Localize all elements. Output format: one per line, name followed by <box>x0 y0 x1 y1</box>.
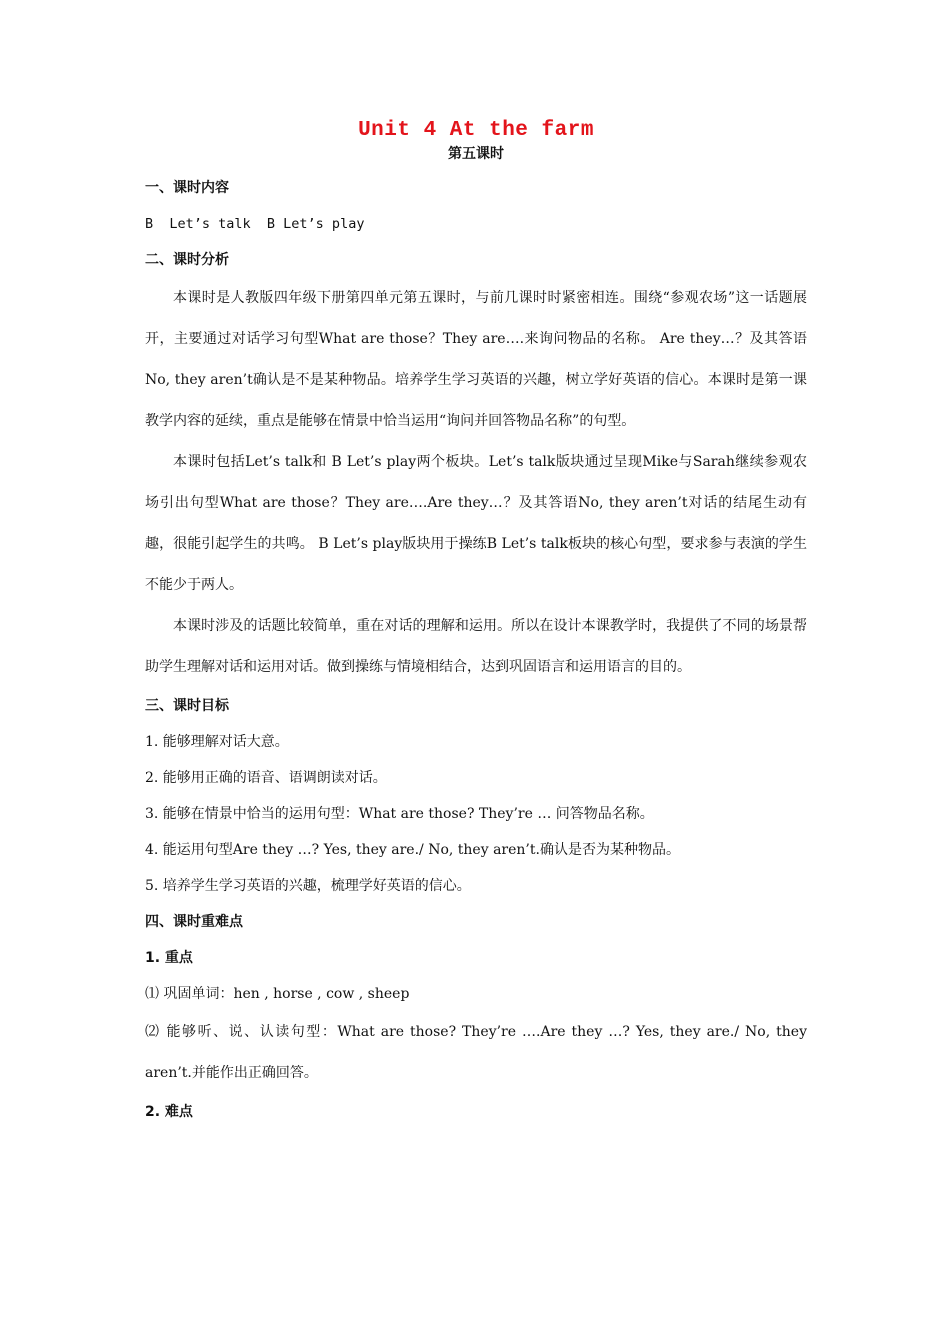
lesson-content-line: B Let’s talk B Let’s play <box>145 216 365 232</box>
analysis-paragraph-1: 本课时是人教版四年级下册第四单元第五课时，与前几课时时紧密相连。围绕“参观农场”这一话题展开，主要通过对话学习句型What are those？They are….来询问物品的名称。 Are they…？及其答语No, they aren’t确认是不是某种物品。培养学生学习英语的兴趣，树立学好英语的信心。本课时是第一课教学内容的延续，重点是能够在情景中恰当运用“询问并回答物品名称”的句型。 <box>145 290 807 429</box>
objective-item: 5. 培养学生学习英语的兴趣，梳理学好英语的信心。 <box>145 878 471 894</box>
objective-item: 4. 能运用句型Are they …? Yes, they are./ No, they aren’t.确认是否为某种物品。 <box>145 842 680 858</box>
lesson-subtitle: 第五课时 <box>448 146 504 162</box>
section-heading-content: 一、课时内容 <box>145 180 229 196</box>
document-title: Unit 4 At the farm <box>358 119 594 142</box>
document-page <box>145 118 807 1130</box>
section-heading-analysis: 二、课时分析 <box>145 252 229 268</box>
key-points-subheading: 1. 重点 <box>145 950 193 966</box>
analysis-paragraph-3: 本课时涉及的话题比较简单，重在对话的理解和运用。所以在设计本课教学时，我提供了不同的场景帮助学生理解对话和运用对话。做到操练与情境相结合，达到巩固语言和运用语言的目的。 <box>145 618 807 675</box>
difficult-points-subheading: 2. 难点 <box>145 1104 193 1120</box>
key-point-item: ⑴ 巩固单词：hen , horse , cow , sheep <box>145 986 410 1002</box>
objective-item: 3. 能够在情景中恰当的运用句型：What are those? They’re … 问答物品名称。 <box>145 806 654 822</box>
section-heading-key-points: 四、课时重难点 <box>145 914 243 930</box>
analysis-paragraph-2: 本课时包括Let’s talk和 B Let’s play两个板块。Let’s talk版块通过呈现Mike与Sarah继续参观农场引出句型What are those？They are….Are they…？及其答语No, they aren’t对话的结尾生动有趣，很能引起学生的共鸣。 B Let’s play版块用于操练B Let’s talk板块的核心句型，要求参与表演的学生不能少于两人。 <box>145 454 807 593</box>
objective-item: 2. 能够用正确的语音、语调朗读对话。 <box>145 770 387 786</box>
key-point-item: ⑵ 能够听、说、认读句型：What are those? They’re ….Are they …? Yes, they are./ No, they aren’t.并能作出正确回答。 <box>145 1024 807 1081</box>
objective-item: 1. 能够理解对话大意。 <box>145 734 289 750</box>
section-heading-objectives: 三、课时目标 <box>145 698 229 714</box>
